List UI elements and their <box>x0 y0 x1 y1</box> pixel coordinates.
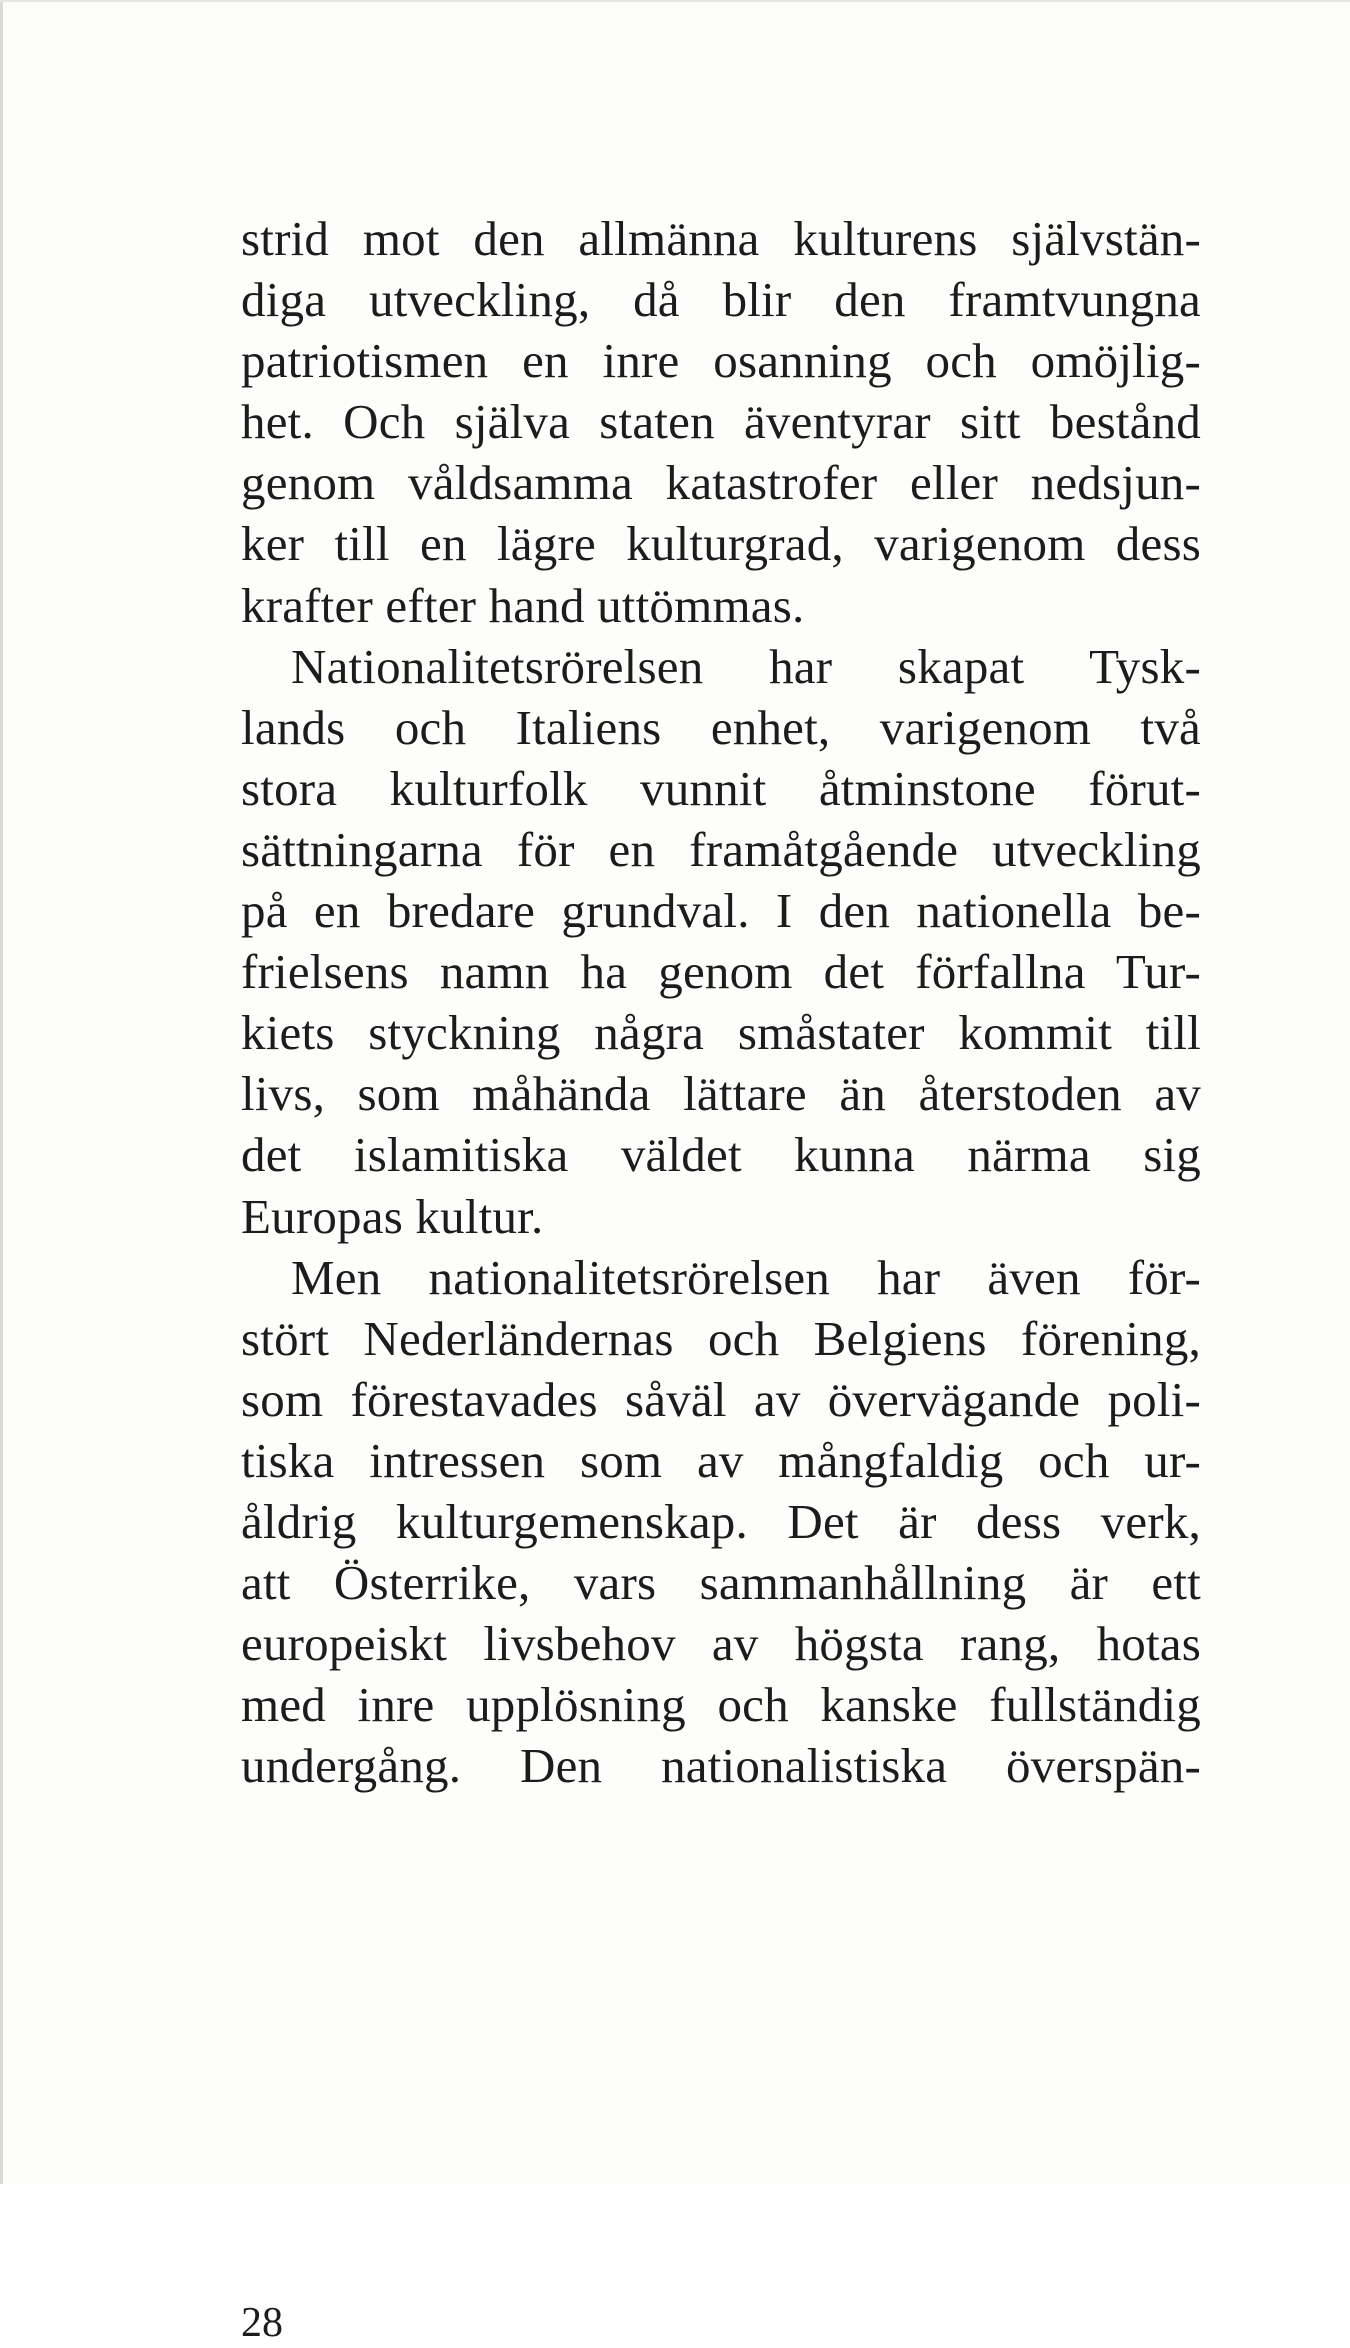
text-line: kiets styckning några småstater kommit till <box>241 1005 1201 1061</box>
page-left-edge <box>0 0 3 2184</box>
text-line: krafter efter hand uttömmas. <box>241 577 805 633</box>
text-line: på en bredare grundval. I den nationella be- <box>241 883 1201 939</box>
text-line: europeiskt livsbehov av högsta rang, hotas <box>241 1616 1201 1672</box>
page-number: 28 <box>241 2300 283 2346</box>
text-line: het. Och själva staten äventyrar sitt bestånd <box>241 394 1201 450</box>
text-line: ker till en lägre kulturgrad, varigenom dess <box>241 516 1201 572</box>
text-line: Men nationalitetsrörelsen har även för- <box>291 1249 1201 1305</box>
text-line: livs, som måhända lättare än återstoden av <box>241 1066 1201 1122</box>
text-line: tiska intressen som av mångfaldig och ur- <box>241 1432 1201 1488</box>
text-line: diga utveckling, då blir den framtvungna <box>241 272 1201 328</box>
text-line: strid mot den allmänna kulturens självstän- <box>241 211 1201 266</box>
page-top-edge <box>0 0 1350 2</box>
text-line: lands och Italiens enhet, varigenom två <box>241 699 1201 755</box>
text-line: att Österrike, vars sammanhållning är ett <box>241 1555 1201 1611</box>
text-line: patriotismen en inre osanning och omöjlig- <box>241 333 1201 389</box>
text-line: frielsens namn ha genom det förfallna Tur- <box>241 944 1201 1000</box>
text-line: Nationalitetsrörelsen har skapat Tysk- <box>291 638 1201 694</box>
text-line: åldrig kulturgemenskap. Det är dess verk, <box>241 1493 1201 1549</box>
text-line: Europas kultur. <box>241 1188 544 1244</box>
text-line: det islamitiska väldet kunna närma sig <box>241 1127 1201 1183</box>
text-line: med inre upplösning och kanske fullständig <box>241 1677 1201 1733</box>
text-line: genom våldsamma katastrofer eller nedsjun- <box>241 455 1201 511</box>
text-line: undergång. Den nationalistiska överspän- <box>241 1738 1201 1794</box>
text-line: stora kulturfolk vunnit åtminstone förut- <box>241 760 1201 816</box>
body-text <box>241 208 1201 1796</box>
text-line: stört Nederländernas och Belgiens förening, <box>241 1310 1201 1366</box>
text-line: sättningarna för en framåtgående utveckling <box>241 821 1201 877</box>
text-line: som förestavades såväl av övervägande poli- <box>241 1371 1201 1427</box>
